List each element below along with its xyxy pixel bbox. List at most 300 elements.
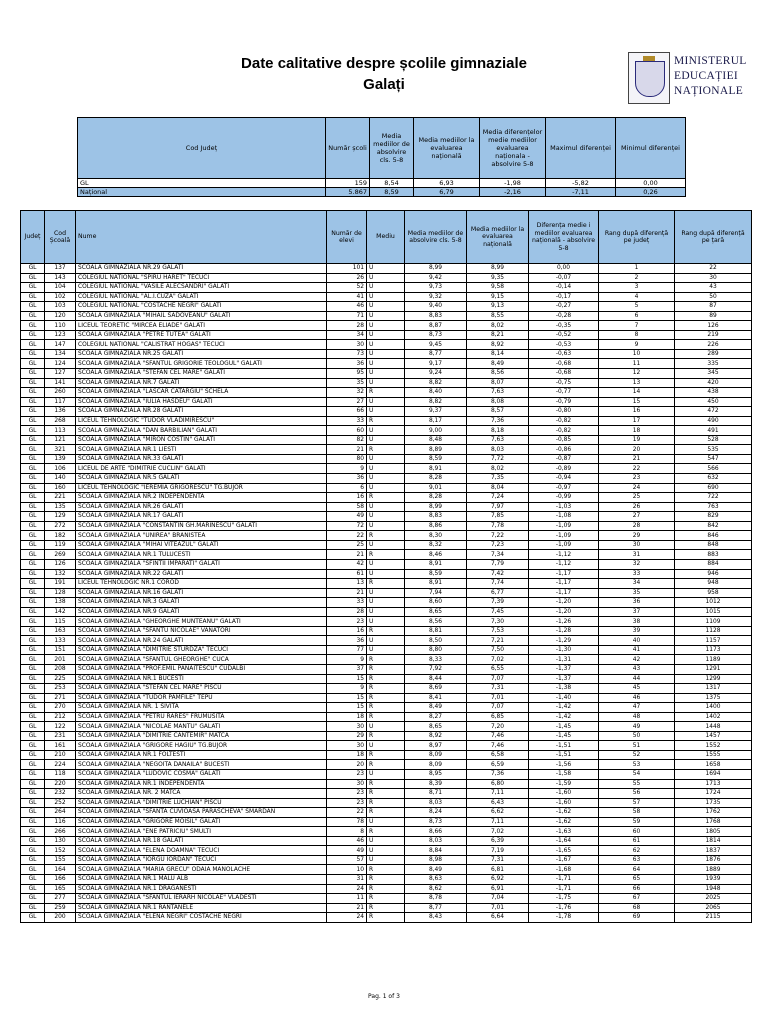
table-cell: 6,55 [467, 664, 529, 674]
table-cell: 25 [599, 493, 675, 503]
table-cell: 9 [599, 340, 675, 350]
schools-table [20, 210, 752, 923]
page-subtitle: Galați [363, 76, 405, 93]
table-cell: 41 [327, 292, 367, 302]
table-cell: 26 [599, 502, 675, 512]
table-cell: -0,52 [529, 330, 599, 340]
table-cell: -0,17 [529, 292, 599, 302]
table-cell: -1,63 [529, 827, 599, 837]
table-cell: GL [21, 741, 45, 751]
table-cell: R [367, 884, 405, 894]
table-cell: SCOALA GIMNAZIALA NR.1 TULUCESTI [76, 550, 327, 560]
table-cell: GL [21, 703, 45, 713]
table-row [21, 789, 752, 799]
summary-cell: 0,26 [616, 188, 686, 197]
table-cell: GL [21, 722, 45, 732]
table-cell: 56 [599, 789, 675, 799]
column-header: Media mediilor de absolvire cls. 5-8 [405, 211, 467, 264]
table-cell: GL [21, 378, 45, 388]
table-cell: 80 [327, 454, 367, 464]
table-cell: 126 [45, 559, 76, 569]
table-cell: 8,82 [405, 397, 467, 407]
table-cell: -0,63 [529, 349, 599, 359]
table-cell: -1,26 [529, 617, 599, 627]
table-cell: -1,56 [529, 760, 599, 770]
table-cell: 8,95 [405, 769, 467, 779]
table-cell: SCOALA GIMNAZIALA "STEFAN CEL MARE" GALATI [76, 369, 327, 379]
table-cell: 9,17 [405, 359, 467, 369]
table-cell: SCOALA GIMNAZIALA "DIMITRIE LUCHIAN" PISCU [76, 798, 327, 808]
table-cell: 1291 [675, 664, 752, 674]
table-cell: 66 [599, 884, 675, 894]
table-cell: -0,99 [529, 493, 599, 503]
table-cell: 23 [327, 769, 367, 779]
table-cell: 8,14 [467, 349, 529, 359]
table-cell: R [367, 903, 405, 913]
table-cell: 7,46 [467, 731, 529, 741]
table-cell: 22 [599, 464, 675, 474]
table-cell: 102 [45, 292, 76, 302]
table-cell: 164 [45, 865, 76, 875]
table-cell: -1,28 [529, 626, 599, 636]
table-cell: U [367, 607, 405, 617]
summary-cell: -2,16 [480, 188, 546, 197]
table-cell: GL [21, 846, 45, 856]
table-cell: SCOALA GIMNAZIALA "NICOLAE MANTU" GALATI [76, 722, 327, 732]
table-cell: 15 [327, 674, 367, 684]
table-cell: 8,17 [405, 416, 467, 426]
table-cell: SCOALA GIMNAZIALA "GRIGORE MOISIL" GALATI [76, 817, 327, 827]
table-cell: 7,31 [467, 684, 529, 694]
table-cell: SCOALA GIMNAZIALA "MARIA GRECU" ODAIA MANOLACHE [76, 865, 327, 875]
table-cell: -1,60 [529, 789, 599, 799]
table-cell: GL [21, 559, 45, 569]
table-row [21, 474, 752, 484]
table-cell: R [367, 445, 405, 455]
table-cell: SCOALA GIMNAZIALA NR.24 GALATI [76, 636, 327, 646]
table-row [21, 435, 752, 445]
table-row [21, 531, 752, 541]
table-row [21, 369, 752, 379]
table-cell: 7,79 [467, 559, 529, 569]
table-cell: GL [21, 712, 45, 722]
table-cell: 220 [45, 779, 76, 789]
table-cell: 37 [599, 607, 675, 617]
table-cell: SCOALA GIMNAZIALA "UNIREA" BRANISTEA [76, 531, 327, 541]
table-cell: 259 [45, 903, 76, 913]
table-cell: 21 [327, 903, 367, 913]
table-cell: 7,22 [467, 531, 529, 541]
table-cell: 221 [45, 493, 76, 503]
table-cell: SCOALA GIMNAZIALA "TUDOR PAMFILE" TEPU [76, 693, 327, 703]
table-cell: R [367, 798, 405, 808]
table-cell: 141 [45, 378, 76, 388]
table-cell: 7,31 [467, 855, 529, 865]
table-cell: R [367, 684, 405, 694]
summary-header-cell: Cod Județ [78, 118, 326, 179]
table-cell: U [367, 836, 405, 846]
table-cell: SCOALA GIMNAZIALA NR.3 GALATI [76, 598, 327, 608]
table-row [21, 674, 752, 684]
column-header: Rang după diferență pe județ [599, 211, 675, 264]
table-cell: 7,07 [467, 703, 529, 713]
page-number: Pag. 1 of 3 [368, 993, 400, 1000]
table-cell: 113 [45, 426, 76, 436]
table-cell: 1402 [675, 712, 752, 722]
table-cell: 8,44 [405, 674, 467, 684]
table-cell: GL [21, 750, 45, 760]
table-cell: -1,45 [529, 731, 599, 741]
table-cell: U [367, 302, 405, 312]
table-cell: R [367, 693, 405, 703]
table-cell: 1768 [675, 817, 752, 827]
table-cell: GL [21, 607, 45, 617]
table-cell: 7,50 [467, 645, 529, 655]
table-row [21, 626, 752, 636]
table-cell: 884 [675, 559, 752, 569]
table-cell: 28 [327, 321, 367, 331]
table-cell: R [367, 388, 405, 398]
table-cell: 29 [599, 531, 675, 541]
table-cell: 72 [327, 521, 367, 531]
table-cell: 2 [599, 273, 675, 283]
table-cell: U [367, 512, 405, 522]
table-cell: 8,91 [405, 464, 467, 474]
schools-header-row [21, 211, 752, 264]
table-row [21, 311, 752, 321]
table-cell: GL [21, 884, 45, 894]
table-cell: 182 [45, 531, 76, 541]
table-row [21, 884, 752, 894]
table-cell: U [367, 454, 405, 464]
table-cell: 32 [599, 559, 675, 569]
table-cell: -0,14 [529, 283, 599, 293]
table-cell: 55 [599, 779, 675, 789]
summary-header-cell: Media mediilor la evaluarea națională [414, 118, 480, 179]
table-cell: U [367, 645, 405, 655]
table-cell: GL [21, 292, 45, 302]
table-cell: 722 [675, 493, 752, 503]
table-cell: 71 [327, 311, 367, 321]
table-cell: GL [21, 349, 45, 359]
table-cell: -0,53 [529, 340, 599, 350]
table-row [21, 760, 752, 770]
table-row [21, 359, 752, 369]
table-cell: -0,82 [529, 416, 599, 426]
table-cell: 27 [599, 512, 675, 522]
table-cell: U [367, 636, 405, 646]
table-row [21, 798, 752, 808]
table-cell: SCOALA GIMNAZIALA NR.1 FOLTESTI [76, 750, 327, 760]
table-cell: 8,18 [467, 426, 529, 436]
table-cell: 24 [327, 884, 367, 894]
table-cell: -1,76 [529, 903, 599, 913]
table-cell: 8,41 [405, 693, 467, 703]
table-cell: 129 [45, 512, 76, 522]
table-cell: 21 [599, 454, 675, 464]
table-cell: U [367, 502, 405, 512]
table-cell: 8,49 [405, 865, 467, 875]
table-cell: LICEUL TEHNOLOGIC NR.1 COROD [76, 579, 327, 589]
table-cell: SCOALA GIMNAZIALA NR.1 RANTANELE [76, 903, 327, 913]
table-cell: 272 [45, 521, 76, 531]
table-cell: 1317 [675, 684, 752, 694]
table-cell: 8,81 [405, 626, 467, 636]
table-cell: 8,24 [405, 808, 467, 818]
table-cell: U [367, 330, 405, 340]
table-cell: 7,20 [467, 722, 529, 732]
table-cell: -1,71 [529, 875, 599, 885]
table-cell: 20 [327, 760, 367, 770]
table-cell: 7,01 [467, 693, 529, 703]
table-row [21, 388, 752, 398]
table-cell: 65 [599, 875, 675, 885]
table-cell: GL [21, 407, 45, 417]
table-cell: 231 [45, 731, 76, 741]
table-cell: R [367, 731, 405, 741]
table-cell: 15 [327, 703, 367, 713]
table-cell: 118 [45, 769, 76, 779]
table-cell: 201 [45, 655, 76, 665]
table-cell: COLEGIUL NATIONAL "VASILE ALECSANDRI" GALATI [76, 283, 327, 293]
summary-cell: 8,54 [370, 179, 414, 188]
table-cell: 58 [599, 808, 675, 818]
table-cell: 8,48 [405, 435, 467, 445]
table-cell: SCOALA GIMNAZIALA "SFANTUL IERARH NICOLAE" VLADESTI [76, 894, 327, 904]
table-cell: U [367, 569, 405, 579]
table-cell: 7,23 [467, 540, 529, 550]
table-cell: 6,77 [467, 588, 529, 598]
table-cell: -1,03 [529, 502, 599, 512]
table-cell: 9,00 [405, 426, 467, 436]
table-row [21, 607, 752, 617]
table-cell: U [367, 359, 405, 369]
table-cell: 948 [675, 579, 752, 589]
table-cell: 420 [675, 378, 752, 388]
table-cell: SCOALA GIMNAZIALA NR.1 DRAGANESTI [76, 884, 327, 894]
table-cell: -1,71 [529, 884, 599, 894]
table-cell: 1189 [675, 655, 752, 665]
table-cell: 842 [675, 521, 752, 531]
table-cell: 7,97 [467, 502, 529, 512]
table-cell: 163 [45, 626, 76, 636]
table-cell: 23 [327, 617, 367, 627]
table-cell: 7,94 [405, 588, 467, 598]
table-cell: 253 [45, 684, 76, 694]
table-cell: 119 [45, 540, 76, 550]
table-cell: SCOALA GIMNAZIALA NR.17 GALATI [76, 512, 327, 522]
table-cell: -1,09 [529, 521, 599, 531]
table-cell: 101 [327, 264, 367, 274]
table-cell: 121 [45, 435, 76, 445]
table-cell: SCOALA GIMNAZIALA "SFANTUL GHEORGHE" CUCA [76, 655, 327, 665]
summary-cell: -1,98 [480, 179, 546, 188]
table-row [21, 741, 752, 751]
table-cell: 87 [675, 302, 752, 312]
table-cell: 36 [327, 359, 367, 369]
summary-cell: Național [78, 188, 326, 197]
table-cell: 1 [599, 264, 675, 274]
table-cell: 14 [599, 388, 675, 398]
table-cell: SCOALA GIMNAZIALA "NEGOITA DANAILA" BUCESTI [76, 760, 327, 770]
table-row [21, 722, 752, 732]
table-cell: 224 [45, 760, 76, 770]
table-cell: 8,91 [405, 559, 467, 569]
table-cell: 30 [327, 722, 367, 732]
table-cell: 106 [45, 464, 76, 474]
table-cell: 6 [327, 483, 367, 493]
table-cell: GL [21, 340, 45, 350]
summary-table [77, 117, 686, 197]
table-cell: 133 [45, 636, 76, 646]
table-cell: 1814 [675, 836, 752, 846]
table-row [21, 559, 752, 569]
table-cell: 8 [327, 827, 367, 837]
table-cell: 49 [327, 512, 367, 522]
table-cell: GL [21, 512, 45, 522]
table-cell: 136 [45, 407, 76, 417]
table-cell: SCOALA GIMNAZIALA "DAN BARBILIAN" GALATI [76, 426, 327, 436]
summary-cell: -7,11 [546, 188, 616, 197]
table-cell: 7,63 [467, 435, 529, 445]
table-cell: 8,33 [405, 655, 467, 665]
table-cell: 16 [599, 407, 675, 417]
table-cell: 260 [45, 388, 76, 398]
table-cell: U [367, 817, 405, 827]
table-row [21, 493, 752, 503]
table-cell: 16 [327, 626, 367, 636]
ministry-logo [628, 52, 748, 104]
table-cell: SCOALA GIMNAZIALA "IULIA HASDEU" GALATI [76, 397, 327, 407]
table-cell: 21 [327, 445, 367, 455]
table-cell: 140 [45, 474, 76, 484]
column-header: Număr de elevi [327, 211, 367, 264]
table-cell: 9,35 [467, 273, 529, 283]
table-cell: 46 [327, 836, 367, 846]
summary-header-cell: Număr școli [326, 118, 370, 179]
summary-cell: 0,00 [616, 179, 686, 188]
table-cell: SCOALA GIMNAZIALA NR.9 GALATI [76, 607, 327, 617]
table-cell: COLEGIUL NATIONAL "COSTACHE NEGRI" GALATI [76, 302, 327, 312]
table-row [21, 817, 752, 827]
table-cell: 9,15 [467, 292, 529, 302]
table-cell: 9,42 [405, 273, 467, 283]
table-cell: 33 [327, 598, 367, 608]
table-cell: -0,85 [529, 435, 599, 445]
table-cell: R [367, 703, 405, 713]
table-row [21, 808, 752, 818]
table-cell: SCOALA GIMNAZIALA "MIRON COSTIN" GALATI [76, 435, 327, 445]
table-cell: 7 [599, 321, 675, 331]
table-cell: 132 [45, 569, 76, 579]
table-cell: 528 [675, 435, 752, 445]
table-cell: 7,92 [405, 664, 467, 674]
table-cell: 6,85 [467, 712, 529, 722]
table-cell: 829 [675, 512, 752, 522]
table-cell: 152 [45, 846, 76, 856]
table-cell: 42 [327, 559, 367, 569]
table-cell: U [367, 559, 405, 569]
table-cell: 44 [599, 674, 675, 684]
table-cell: GL [21, 359, 45, 369]
table-cell: 63 [599, 855, 675, 865]
table-row [21, 397, 752, 407]
table-cell: 1694 [675, 769, 752, 779]
table-cell: U [367, 855, 405, 865]
table-cell: 8,86 [405, 521, 467, 531]
table-cell: 1400 [675, 703, 752, 713]
table-cell: 9,32 [405, 292, 467, 302]
table-cell: R [367, 789, 405, 799]
table-cell: 10 [599, 349, 675, 359]
table-row [21, 913, 752, 923]
table-cell: 210 [45, 750, 76, 760]
table-row [21, 712, 752, 722]
table-row [21, 703, 752, 713]
table-row [21, 330, 752, 340]
table-cell: GL [21, 855, 45, 865]
table-cell: 268 [45, 416, 76, 426]
table-cell: 1713 [675, 779, 752, 789]
table-row [21, 445, 752, 455]
table-cell: 4 [599, 292, 675, 302]
column-header: Cod Școală [45, 211, 76, 264]
table-cell: 8,03 [405, 798, 467, 808]
table-cell: 57 [327, 855, 367, 865]
table-cell: 8,71 [405, 789, 467, 799]
table-cell: GL [21, 865, 45, 875]
table-cell: 321 [45, 445, 76, 455]
table-cell: U [367, 483, 405, 493]
table-cell: 208 [45, 664, 76, 674]
table-cell: 46 [327, 302, 367, 312]
table-cell: 53 [599, 760, 675, 770]
table-cell: COLEGIUL NATIONAL "AL.I.CUZA" GALATI [76, 292, 327, 302]
table-cell: 25 [327, 540, 367, 550]
table-cell: COLEGIUL NATIONAL "CALISTRAT HOGAS" TECUCI [76, 340, 327, 350]
table-cell: 66 [327, 407, 367, 417]
table-row [21, 779, 752, 789]
table-cell: U [367, 378, 405, 388]
table-cell: SCOALA GIMNAZIALA "MIHAI VITEAZUL" GALATI [76, 540, 327, 550]
column-header: Mediu [367, 211, 405, 264]
coat-of-arms-icon [628, 52, 670, 104]
table-cell: GL [21, 798, 45, 808]
table-cell: 7,74 [467, 579, 529, 589]
summary-header-cell: Minimul diferenței [616, 118, 686, 179]
table-cell: 147 [45, 340, 76, 350]
table-cell: 6,43 [467, 798, 529, 808]
table-cell: GL [21, 875, 45, 885]
table-cell: 6,91 [467, 884, 529, 894]
table-cell: 134 [45, 349, 76, 359]
table-cell: 472 [675, 407, 752, 417]
table-cell: 18 [327, 750, 367, 760]
table-cell: U [367, 617, 405, 627]
table-cell: 42 [599, 655, 675, 665]
table-cell: -1,31 [529, 655, 599, 665]
table-cell: SCOALA GIMNAZIALA NR.7 GALATI [76, 378, 327, 388]
table-cell: 155 [45, 855, 76, 865]
table-cell: 22 [675, 264, 752, 274]
table-cell: R [367, 875, 405, 885]
table-cell: U [367, 349, 405, 359]
table-cell: 9,58 [467, 283, 529, 293]
table-cell: -0,68 [529, 369, 599, 379]
table-cell: 848 [675, 540, 752, 550]
table-cell: 8,89 [405, 445, 467, 455]
table-cell: -1,67 [529, 855, 599, 865]
